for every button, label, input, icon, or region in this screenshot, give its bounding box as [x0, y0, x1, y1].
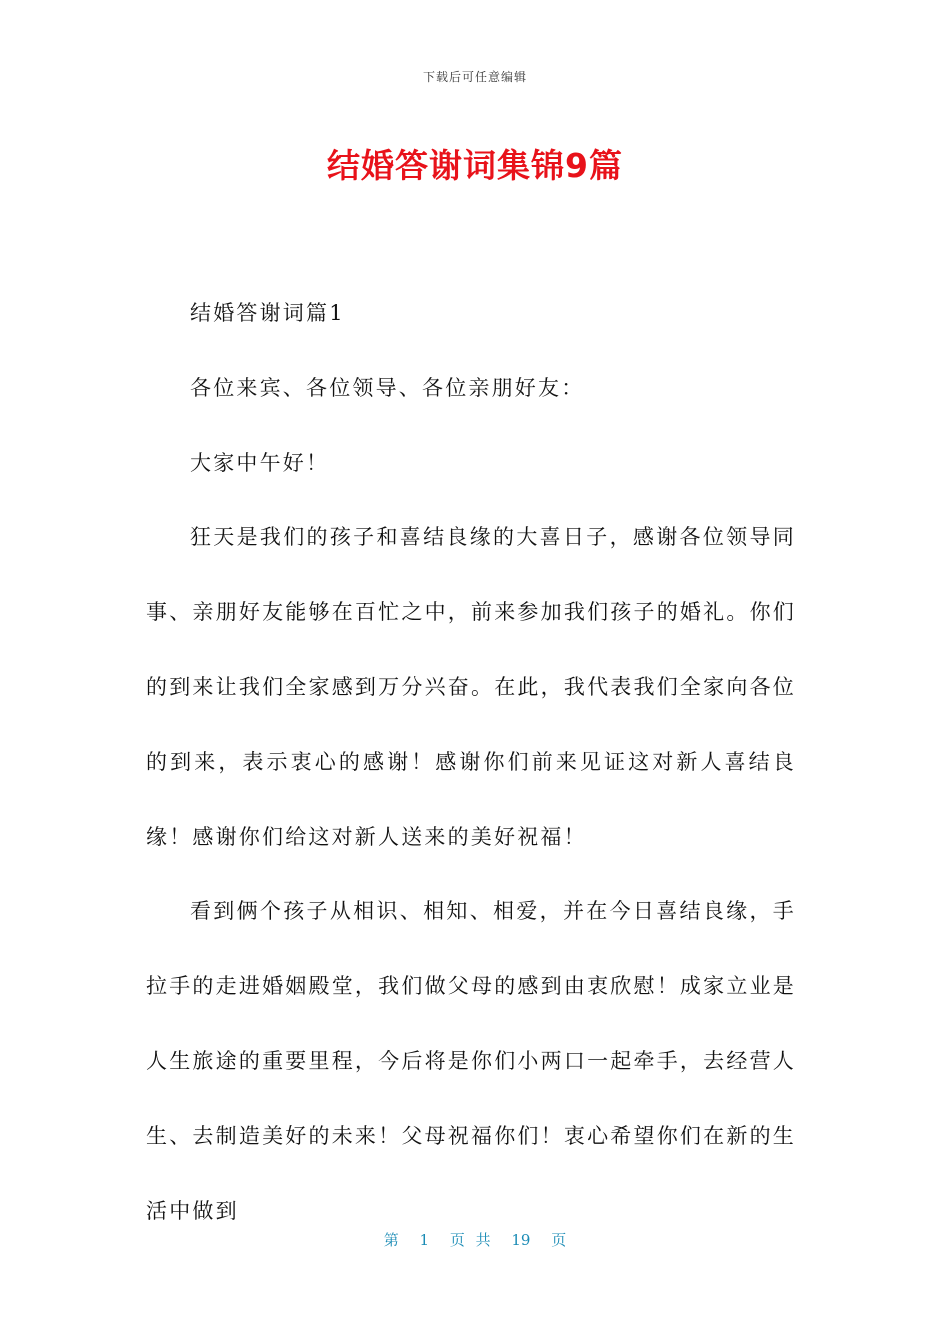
footer-suffix: 页	[551, 1231, 567, 1249]
salutation: 各位来宾、各位领导、各位亲朋好友：	[190, 375, 585, 400]
greeting: 大家中午好！	[190, 450, 330, 475]
document-title: 结婚答谢词集锦9篇	[327, 146, 623, 185]
footer-middle: 页 共	[449, 1231, 491, 1249]
current-page-number: 1	[419, 1231, 430, 1249]
body-paragraph: 看到俩个孩子从相识、相知、相爱，并在今日喜结良缘，手拉手的走进婚姻殿堂，我们做父母的感到由衷欣慰！成家立业是人生旅途的重要里程，今后将是你们小两口一起牵手，去经营人生、去制造美好的未来！父母祝福你们！衷心希望你们在新的生活中做到	[146, 899, 796, 1223]
footer-prefix: 第	[383, 1231, 399, 1249]
body-paragraph: 狂天是我们的孩子和喜结良缘的大喜日子，感谢各位领导同事、亲朋好友能够在百忙之中，前来参加我们孩子的婚礼。你们的到来让我们全家感到万分兴奋。在此，我代表我们全家向各位的到来，表示衷心的感谢！感谢你们前来见证这对新人喜结良缘！感谢你们给这对新人送来的美好祝福！	[146, 525, 796, 849]
total-page-count: 19	[511, 1231, 531, 1249]
section-heading: 结婚答谢词篇1	[190, 301, 345, 325]
document-body	[146, 276, 796, 1248]
header-note: 下载后可任意编辑	[422, 70, 527, 84]
page-footer	[0, 1229, 950, 1250]
